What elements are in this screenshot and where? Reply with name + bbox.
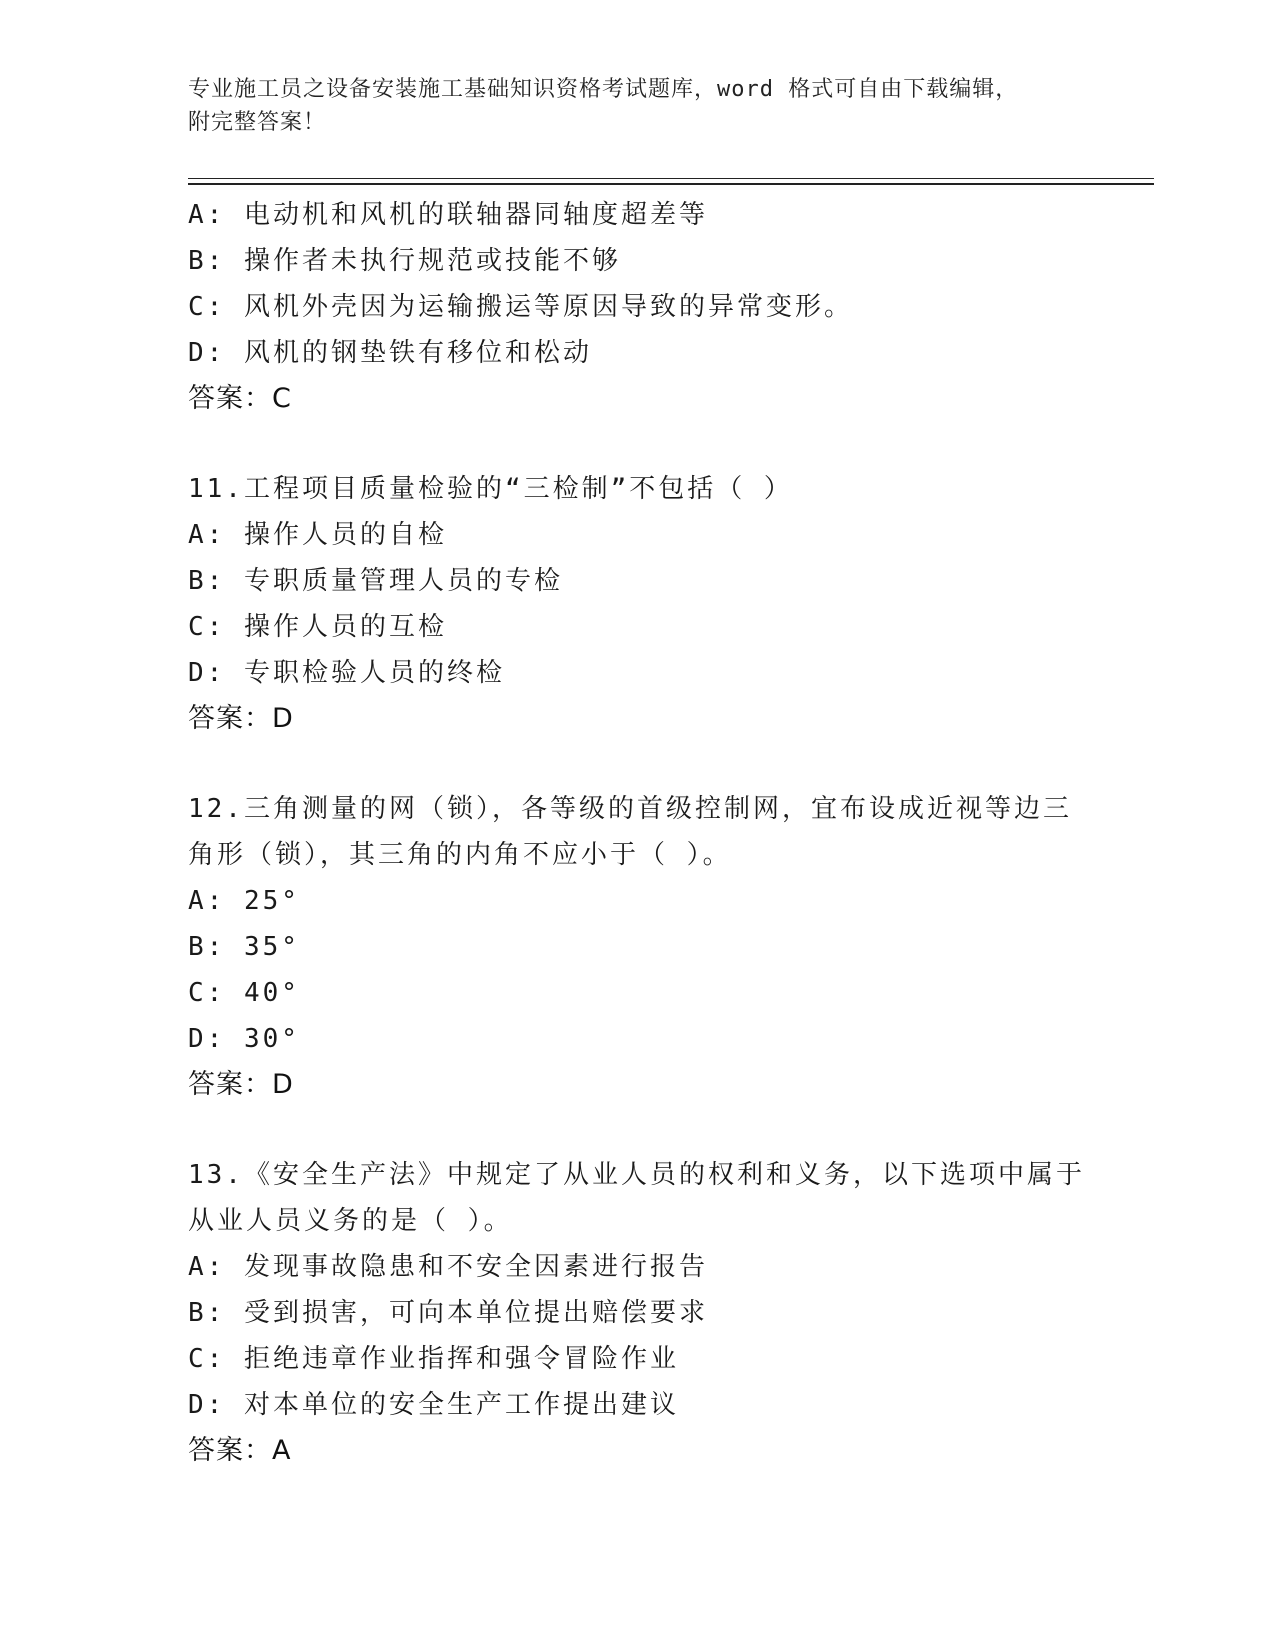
answer-line: 答案：D	[188, 1069, 294, 1100]
option-d: D: 专职检验人员的终检	[188, 658, 505, 688]
option-a: A: 25°	[188, 886, 300, 916]
spacer	[188, 742, 1088, 786]
option-c: C: 40°	[188, 978, 300, 1008]
option-a: A: 电动机和风机的联轴器同轴度超差等	[188, 200, 708, 230]
option-a: A: 操作人员的自检	[188, 520, 447, 550]
option-d: D: 风机的钢垫铁有移位和松动	[188, 338, 592, 368]
option-b: B: 35°	[188, 932, 300, 962]
question-13	[188, 1152, 1088, 1474]
spacer	[188, 1108, 1088, 1152]
option-c: C: 风机外壳因为运输搬运等原因导致的异常变形。	[188, 292, 853, 322]
header-line-1: 专业施工员之设备安装施工基础知识资格考试题库，word 格式可自由下载编辑，	[188, 77, 1019, 102]
option-b: B: 专职质量管理人员的专检	[188, 566, 563, 596]
header-divider-thick	[188, 183, 1154, 185]
answer-line: 答案：C	[188, 383, 292, 414]
question-11	[188, 466, 1088, 742]
option-d: D: 对本单位的安全生产工作提出建议	[188, 1390, 679, 1420]
question-content	[188, 192, 1088, 1474]
option-a: A: 发现事故隐患和不安全因素进行报告	[188, 1252, 708, 1282]
question-stem: 11.工程项目质量检验的“三检制”不包括（ ）	[188, 474, 793, 504]
option-b: B: 受到损害，可向本单位提出赔偿要求	[188, 1298, 708, 1328]
question-stem-line-1: 12.三角测量的网（锁），各等级的首级控制网，宜布设成近视等边三	[188, 794, 1072, 824]
answer-line: 答案：D	[188, 703, 294, 734]
header-divider-thin	[188, 178, 1154, 179]
spacer	[188, 422, 1088, 466]
answer-line: 答案：A	[188, 1435, 292, 1466]
header-line-2: 附完整答案！	[188, 110, 327, 135]
question-12	[188, 786, 1088, 1108]
question-stem-line-2: 从业人员义务的是（ ）。	[188, 1206, 513, 1236]
option-c: C: 拒绝违章作业指挥和强令冒险作业	[188, 1344, 679, 1374]
document-header	[188, 73, 1068, 139]
option-d: D: 30°	[188, 1024, 300, 1054]
question-10-continued	[188, 192, 1088, 422]
question-stem-line-1: 13.《安全生产法》中规定了从业人员的权利和义务，以下选项中属于	[188, 1160, 1085, 1190]
question-stem-line-2: 角形（锁），其三角的内角不应小于（ ）。	[188, 840, 732, 870]
option-b: B: 操作者未执行规范或技能不够	[188, 246, 621, 276]
option-c: C: 操作人员的互检	[188, 612, 447, 642]
